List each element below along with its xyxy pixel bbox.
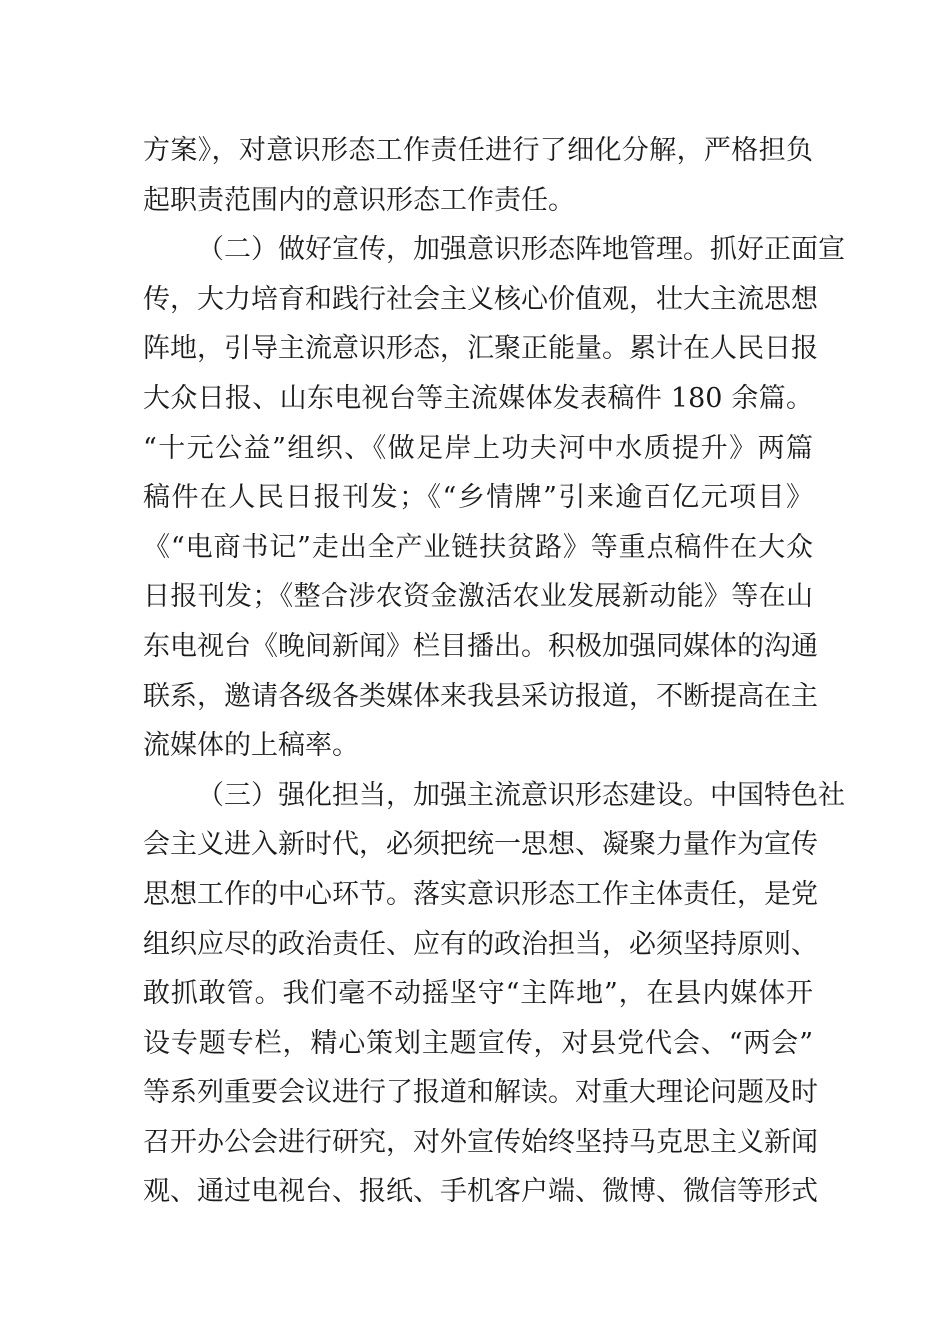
text-line: 组织应尽的政治责任、应有的政治担当，必须坚持原则、 (143, 928, 818, 960)
body-text (143, 126, 845, 1217)
text-line: 阵地，引导主流意识形态，汇聚正能量。累计在人民日报 (143, 333, 818, 365)
text-line: 《“电商书记”走出全产业链扶贫路》等重点稿件在大众 (143, 531, 813, 563)
text-line: 日报刊发；《整合涉农资金激活农业发展新动能》等在山 (143, 581, 813, 613)
text-line: 东电视台《晚间新闻》栏目播出。积极加强同媒体的沟通 (143, 630, 818, 662)
text-line: 大众日报、山东电视台等主流媒体发表稿件 180 余篇。 (143, 382, 813, 414)
text-line: 起职责范围内的意识形态工作责任。 (143, 184, 575, 216)
text-line: 敢抓敢管。我们毫不动摇坚守“主阵地”，在县内媒体开 (143, 978, 813, 1010)
text-line: 方案》，对意识形态工作责任进行了细化分解，严格担负 (143, 135, 813, 166)
text-line: 联系，邀请各级各类媒体来我县采访报道，不断提高在主 (143, 680, 818, 712)
text-line: 稿件在人民日报刊发；《“乡情牌”引来逾百亿元项目》 (143, 482, 813, 514)
text-line: 观、通过电视台、报纸、手机客户端、微博、微信等形式 (143, 1176, 818, 1208)
text-line: “十元公益”组织、《做足岸上功夫河中水质提升》两篇 (143, 432, 813, 464)
text-line: 设专题专栏，精心策划主题宣传，对县党代会、“两会” (143, 1027, 813, 1059)
text-line: 流媒体的上稿率。 (143, 730, 359, 762)
text-line: 会主义进入新时代，必须把统一思想、凝聚力量作为宣传 (143, 829, 818, 861)
text-line: 思想工作的中心环节。落实意识形态工作主体责任，是党 (143, 878, 818, 910)
text-line: 传，大力培育和践行社会主义核心价值观，壮大主流思想 (143, 283, 818, 315)
text-line: 召开办公会进行研究，对外宣传始终坚持马克思主义新闻 (143, 1126, 818, 1158)
text-line: 等系列重要会议进行了报道和解读。对重大理论问题及时 (143, 1077, 818, 1109)
section-heading-line: （二）做好宣传，加强意识形态阵地管理。抓好正面宣 (197, 234, 845, 266)
section-heading-line: （三）强化担当，加强主流意识形态建设。中国特色社 (197, 779, 845, 811)
